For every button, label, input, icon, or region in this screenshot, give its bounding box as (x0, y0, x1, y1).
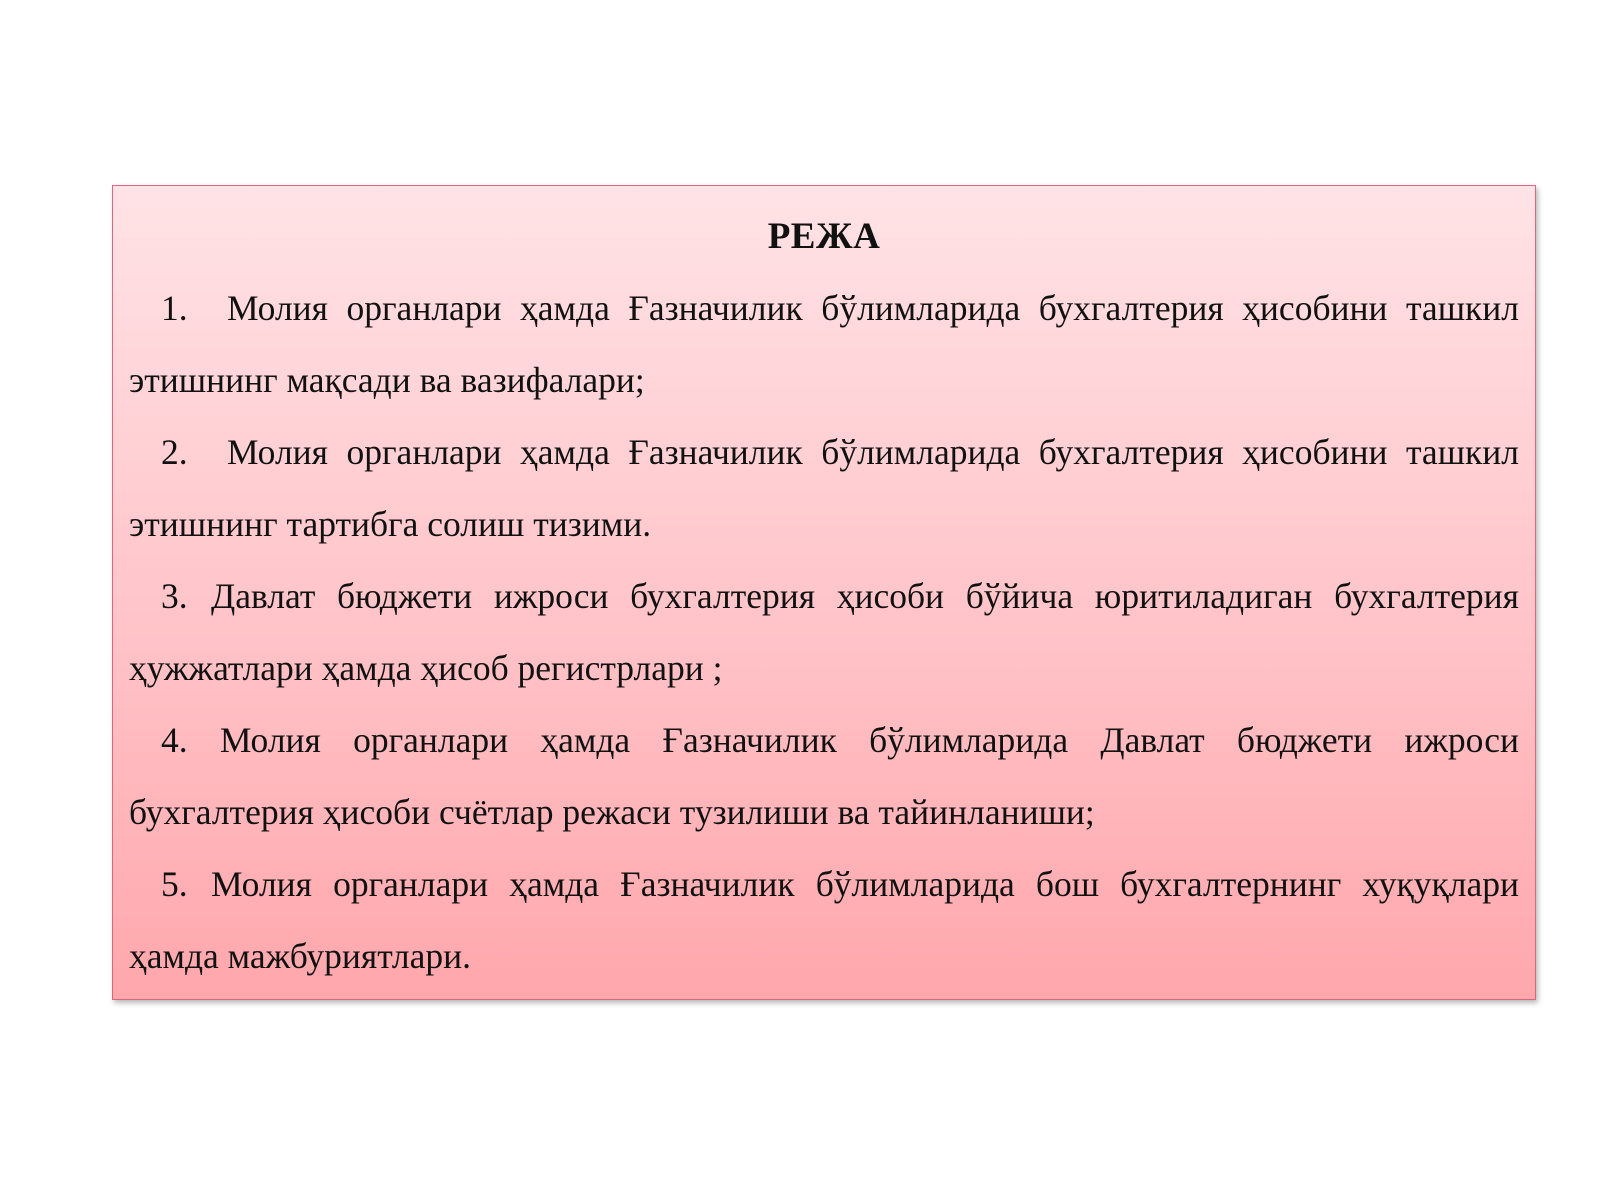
plan-item-number: 5. (161, 864, 188, 904)
plan-item-number: 3. (161, 576, 188, 616)
plan-item-number: 4. (161, 720, 188, 760)
plan-box (112, 185, 1536, 1000)
plan-item-text: Молия органлари ҳамда Ғазначилик бўлимларида бухгалтерия ҳисобини ташкил этишнинг мақсади ва вазифалари; (129, 288, 1519, 400)
plan-item-3 (129, 560, 1519, 704)
plan-item-text: Молия органлари ҳамда Ғазначилик бўлимларида бош бухгалтернинг хуқуқлари ҳамда мажбуриятлари. (129, 864, 1519, 976)
plan-item-number: 2. (161, 432, 188, 472)
plan-item-2 (129, 416, 1519, 560)
plan-item-5 (129, 848, 1519, 992)
plan-item-number: 1. (161, 288, 188, 328)
plan-item-text: Молия органлари ҳамда Ғазначилик бўлимларида Давлат бюджети ижроси бухгалтерия ҳисоби счётлар режаси тузилиши ва тайинланиши; (129, 720, 1520, 832)
plan-list (129, 272, 1519, 992)
plan-item-4 (129, 704, 1519, 848)
plan-item-text: Давлат бюджети ижроси бухгалтерия ҳисоби бўйича юритиладиган бухгалтерия ҳужжатлари ҳамда ҳисоб регистрлари ; (129, 576, 1519, 688)
plan-item-1 (129, 272, 1519, 416)
plan-item-text: Молия органлари ҳамда Ғазначилик бўлимларида бухгалтерия ҳисобини ташкил этишнинг тартибга солиш тизими. (129, 432, 1519, 544)
plan-title: РЕЖА (767, 216, 881, 257)
